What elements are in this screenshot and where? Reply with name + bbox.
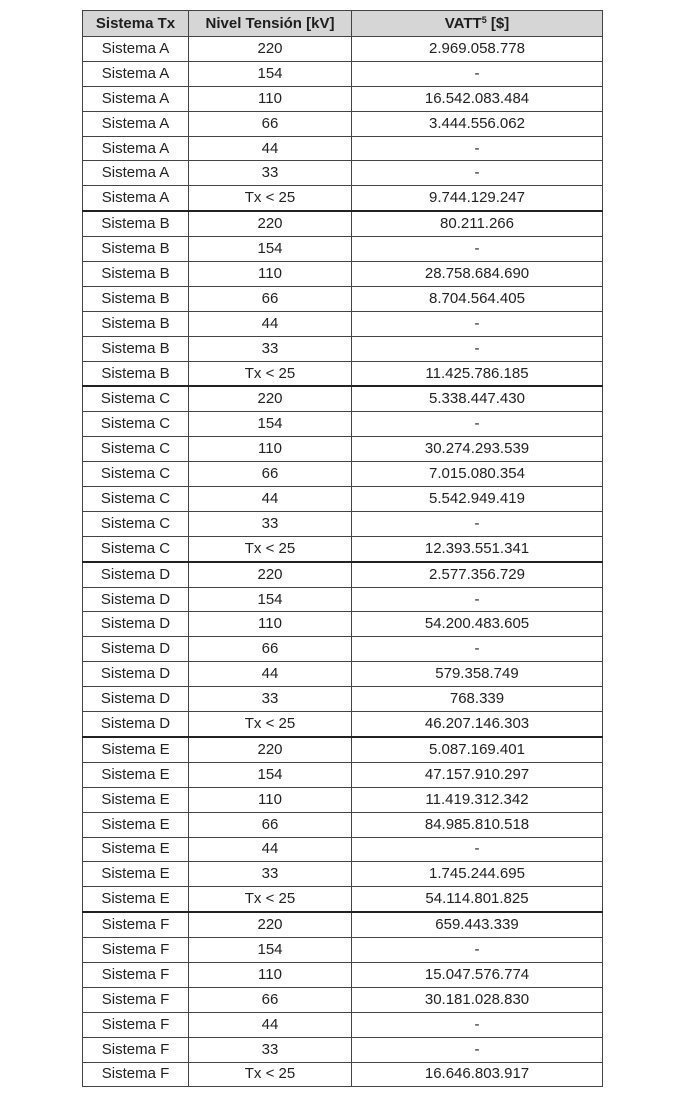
table-row (83, 1012, 603, 1037)
cell-vatt: 5.338.447.430 (352, 386, 603, 411)
cell-system: Sistema C (83, 462, 189, 487)
table-row (83, 762, 603, 787)
table-row (83, 412, 603, 437)
cell-system: Sistema C (83, 437, 189, 462)
table-row (83, 262, 603, 287)
cell-voltage: Tx < 25 (189, 887, 352, 912)
cell-system: Sistema C (83, 487, 189, 512)
table-row (83, 111, 603, 136)
cell-vatt: - (352, 61, 603, 86)
cell-vatt: 54.114.801.825 (352, 887, 603, 912)
cell-vatt: 768.339 (352, 687, 603, 712)
cell-system: Sistema B (83, 211, 189, 236)
header-system: Sistema Tx (83, 11, 189, 37)
cell-vatt: - (352, 336, 603, 361)
cell-voltage: 33 (189, 336, 352, 361)
table-row (83, 336, 603, 361)
header-vatt-label: VATT (444, 14, 482, 32)
table-row (83, 186, 603, 211)
cell-voltage: 220 (189, 912, 352, 937)
cell-voltage: 154 (189, 61, 352, 86)
cell-voltage: 44 (189, 837, 352, 862)
table-row (83, 161, 603, 186)
cell-voltage: 44 (189, 487, 352, 512)
cell-voltage: 66 (189, 637, 352, 662)
cell-system: Sistema A (83, 37, 189, 62)
table-row (83, 487, 603, 512)
cell-voltage: 110 (189, 612, 352, 637)
table-row (83, 962, 603, 987)
header-row (83, 11, 603, 37)
cell-vatt: 11.425.786.185 (352, 361, 603, 386)
cell-voltage: 220 (189, 37, 352, 62)
cell-vatt: - (352, 311, 603, 336)
cell-voltage: 44 (189, 662, 352, 687)
table-row (83, 987, 603, 1012)
cell-voltage: 154 (189, 938, 352, 963)
cell-voltage: Tx < 25 (189, 361, 352, 386)
cell-system: Sistema C (83, 511, 189, 536)
cell-voltage: Tx < 25 (189, 536, 352, 561)
cell-voltage: 66 (189, 462, 352, 487)
cell-vatt: 2.577.356.729 (352, 562, 603, 587)
cell-voltage: 66 (189, 286, 352, 311)
cell-vatt: 9.744.129.247 (352, 186, 603, 211)
cell-vatt: 84.985.810.518 (352, 812, 603, 837)
cell-system: Sistema A (83, 186, 189, 211)
cell-voltage: 33 (189, 687, 352, 712)
cell-system: Sistema A (83, 136, 189, 161)
cell-voltage: 66 (189, 111, 352, 136)
cell-voltage: 154 (189, 412, 352, 437)
table-row (83, 637, 603, 662)
table-row (83, 386, 603, 411)
cell-voltage: 154 (189, 237, 352, 262)
table-row (83, 536, 603, 561)
table-row (83, 687, 603, 712)
cell-voltage: 110 (189, 787, 352, 812)
cell-voltage: 110 (189, 437, 352, 462)
table-row (83, 562, 603, 587)
cell-voltage: 154 (189, 587, 352, 612)
table-row (83, 136, 603, 161)
cell-system: Sistema F (83, 1062, 189, 1087)
cell-system: Sistema A (83, 86, 189, 111)
table-row (83, 612, 603, 637)
header-vatt-footnote: 5 (481, 14, 487, 25)
cell-voltage: 220 (189, 386, 352, 411)
cell-vatt: 5.542.949.419 (352, 487, 603, 512)
table-row (83, 86, 603, 111)
cell-system: Sistema E (83, 837, 189, 862)
cell-voltage: 33 (189, 511, 352, 536)
header-vatt (352, 11, 603, 37)
cell-system: Sistema A (83, 61, 189, 86)
table-row (83, 1062, 603, 1087)
cell-vatt: 80.211.266 (352, 211, 603, 236)
cell-vatt: - (352, 412, 603, 437)
table-row (83, 311, 603, 336)
cell-system: Sistema F (83, 938, 189, 963)
cell-voltage: 220 (189, 737, 352, 762)
cell-vatt: - (352, 938, 603, 963)
cell-system: Sistema B (83, 262, 189, 287)
cell-vatt: 15.047.576.774 (352, 962, 603, 987)
header-voltage: Nivel Tensión [kV] (189, 11, 352, 37)
cell-vatt: - (352, 1012, 603, 1037)
cell-vatt: - (352, 511, 603, 536)
cell-vatt: 5.087.169.401 (352, 737, 603, 762)
cell-voltage: 110 (189, 86, 352, 111)
table-row (83, 787, 603, 812)
cell-vatt: 12.393.551.341 (352, 536, 603, 561)
cell-voltage: Tx < 25 (189, 1062, 352, 1087)
cell-vatt: 3.444.556.062 (352, 111, 603, 136)
table-row (83, 662, 603, 687)
table-row (83, 37, 603, 62)
table-row (83, 437, 603, 462)
cell-system: Sistema E (83, 862, 189, 887)
table-row (83, 587, 603, 612)
cell-voltage: 66 (189, 812, 352, 837)
cell-vatt: - (352, 161, 603, 186)
cell-system: Sistema C (83, 386, 189, 411)
table-row (83, 286, 603, 311)
cell-voltage: 220 (189, 562, 352, 587)
table-header (83, 11, 603, 37)
cell-voltage: 33 (189, 862, 352, 887)
cell-system: Sistema C (83, 412, 189, 437)
cell-system: Sistema D (83, 662, 189, 687)
cell-system: Sistema F (83, 1037, 189, 1062)
cell-voltage: Tx < 25 (189, 712, 352, 737)
cell-system: Sistema D (83, 637, 189, 662)
table-row (83, 511, 603, 536)
cell-vatt: - (352, 237, 603, 262)
cell-vatt: - (352, 637, 603, 662)
cell-voltage: 110 (189, 262, 352, 287)
cell-system: Sistema E (83, 787, 189, 812)
cell-system: Sistema B (83, 361, 189, 386)
table-row (83, 237, 603, 262)
cell-vatt: 2.969.058.778 (352, 37, 603, 62)
table-row (83, 462, 603, 487)
cell-vatt: 30.274.293.539 (352, 437, 603, 462)
cell-system: Sistema E (83, 887, 189, 912)
table-body (83, 37, 603, 1087)
cell-system: Sistema A (83, 111, 189, 136)
cell-voltage: 220 (189, 211, 352, 236)
cell-vatt: - (352, 837, 603, 862)
cell-system: Sistema B (83, 336, 189, 361)
table-row (83, 812, 603, 837)
cell-vatt: 16.542.083.484 (352, 86, 603, 111)
vatt-table (82, 10, 603, 1087)
table-row (83, 712, 603, 737)
table-row (83, 361, 603, 386)
cell-voltage: Tx < 25 (189, 186, 352, 211)
cell-vatt: - (352, 136, 603, 161)
cell-system: Sistema D (83, 687, 189, 712)
cell-vatt: 8.704.564.405 (352, 286, 603, 311)
cell-vatt: 47.157.910.297 (352, 762, 603, 787)
cell-system: Sistema F (83, 987, 189, 1012)
cell-voltage: 66 (189, 987, 352, 1012)
table-row (83, 737, 603, 762)
cell-vatt: 11.419.312.342 (352, 787, 603, 812)
cell-vatt: 54.200.483.605 (352, 612, 603, 637)
cell-system: Sistema B (83, 237, 189, 262)
cell-voltage: 44 (189, 136, 352, 161)
cell-vatt: 579.358.749 (352, 662, 603, 687)
cell-voltage: 110 (189, 962, 352, 987)
cell-vatt: 28.758.684.690 (352, 262, 603, 287)
cell-system: Sistema E (83, 762, 189, 787)
table-row (83, 211, 603, 236)
cell-system: Sistema C (83, 536, 189, 561)
table-row (83, 1037, 603, 1062)
cell-system: Sistema D (83, 562, 189, 587)
table-row (83, 837, 603, 862)
cell-voltage: 33 (189, 1037, 352, 1062)
cell-system: Sistema A (83, 161, 189, 186)
cell-voltage: 44 (189, 311, 352, 336)
cell-system: Sistema D (83, 712, 189, 737)
cell-vatt: 16.646.803.917 (352, 1062, 603, 1087)
table-row (83, 61, 603, 86)
cell-vatt: 1.745.244.695 (352, 862, 603, 887)
cell-vatt: 7.015.080.354 (352, 462, 603, 487)
cell-vatt: 30.181.028.830 (352, 987, 603, 1012)
cell-system: Sistema D (83, 612, 189, 637)
cell-system: Sistema E (83, 812, 189, 837)
table-row (83, 938, 603, 963)
cell-system: Sistema D (83, 587, 189, 612)
header-vatt-unit: [$] (486, 14, 510, 32)
cell-system: Sistema F (83, 962, 189, 987)
cell-voltage: 154 (189, 762, 352, 787)
cell-voltage: 33 (189, 161, 352, 186)
cell-system: Sistema B (83, 286, 189, 311)
cell-system: Sistema E (83, 737, 189, 762)
table-row (83, 862, 603, 887)
table-row (83, 887, 603, 912)
cell-system: Sistema B (83, 311, 189, 336)
cell-vatt: - (352, 587, 603, 612)
cell-system: Sistema F (83, 1012, 189, 1037)
cell-voltage: 44 (189, 1012, 352, 1037)
cell-vatt: - (352, 1037, 603, 1062)
table-row (83, 912, 603, 937)
cell-vatt: 659.443.339 (352, 912, 603, 937)
cell-system: Sistema F (83, 912, 189, 937)
cell-vatt: 46.207.146.303 (352, 712, 603, 737)
